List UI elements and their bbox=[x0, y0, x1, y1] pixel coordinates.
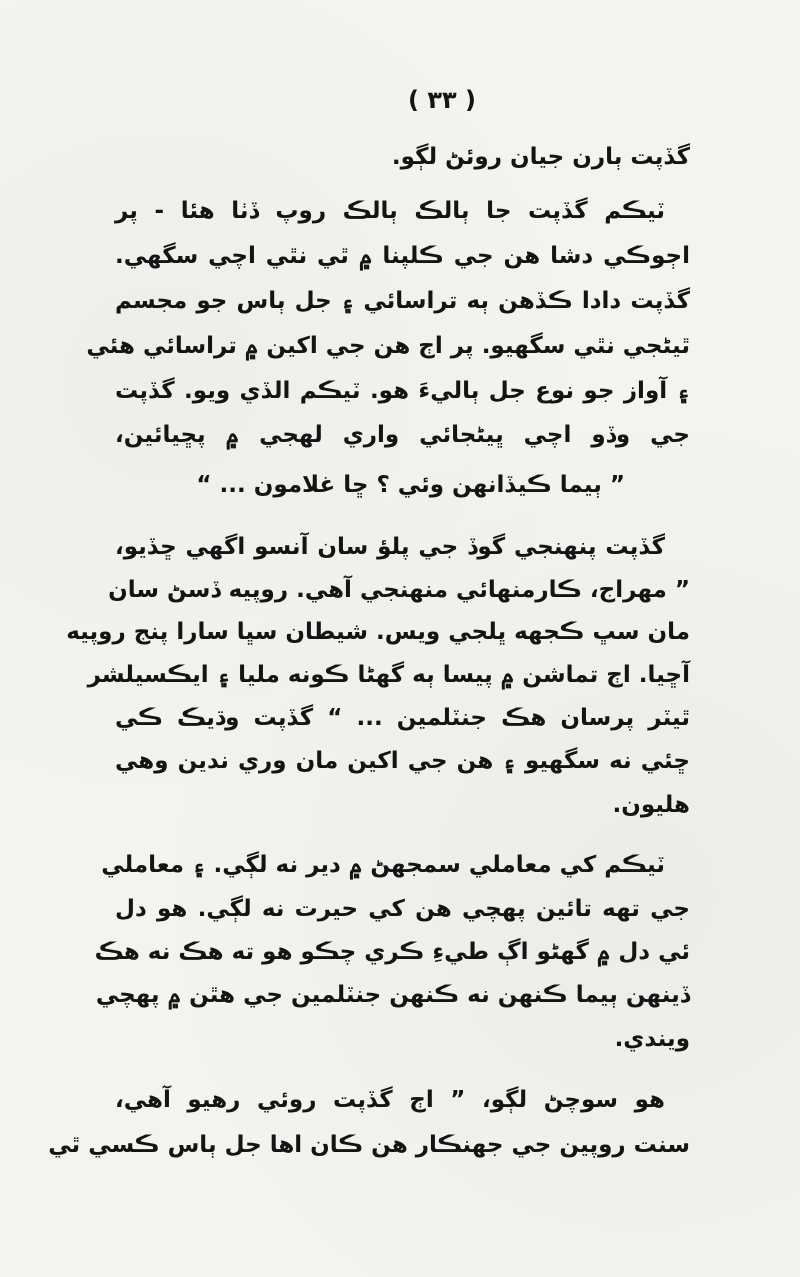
text-line: ڏينهن ٻيما ڪنهن نه ڪنهن جنٽلمين جي هٿن ۾ پهچي bbox=[95, 982, 690, 1008]
text-line: ٽيڪم گڏپت جا ٻالڪ ٻالڪ روپ ڏٺا هئا - پر bbox=[115, 198, 665, 224]
text-line: گڏپت ٻارن جيان روئڻ لڳو. bbox=[391, 144, 690, 170]
text-line: آڇيا. اڄ تماشن ۾ پيسا ٻه گهڻا ڪونه مليا ۽ ايڪسيلشر bbox=[87, 662, 690, 688]
text-line: ۽ آواز جو نوع جل ٻاليءَ هو. ٽيڪم الڏي ويو. گڏپت bbox=[115, 378, 690, 404]
text-line: اڄوڪي دشا هن جي ڪلپنا ۾ ٿي نٿي اچي سگهي. bbox=[115, 243, 690, 269]
page-number: ( ٣٣ ) bbox=[408, 86, 476, 114]
text-line: هليون. bbox=[612, 792, 690, 818]
text-line: ويندي. bbox=[614, 1026, 690, 1052]
text-line: ” مهراج، ڪارمنهائي منهنجي آهي. روپيه ڏسڻ سان bbox=[108, 577, 690, 603]
text-line: ئي دل ۾ گهڻو اڳ طيءِ ڪري چڪو هو ته هڪ نه هڪ bbox=[94, 939, 690, 965]
text-line: ڇئي نه سگهيو ۽ هن جي اکين مان وري ندين وهي bbox=[115, 748, 690, 774]
text-line: ٽيڪم کي معاملي سمجهڻ ۾ دير نه لڳي. ۽ معاملي bbox=[101, 852, 665, 878]
text-line: مان سڀ ڪجهه ڀلجي ويس. شيطان سڀا سارا پنج روپيه bbox=[66, 619, 690, 645]
text-line: گڏپت دادا ڪڏهن ٻه تراسائي ۽ جل ٻاس جو مجسم bbox=[115, 288, 690, 314]
text-line: جي تهه تائين پهچي هن کي حيرت نه لڳي. هو دل bbox=[115, 896, 690, 922]
text-line: هو سوچڻ لڳو، ” اڄ گڏپت روئي رهيو آهي، bbox=[115, 1087, 665, 1113]
text-line: ” ٻيما ڪيڏانهن وئي ؟ ڇا غلامون ... “ bbox=[196, 472, 625, 498]
text-line: ٿيٽر پرسان هڪ جنٽلمين ... “ گڏپت وڌيڪ ڪي bbox=[115, 705, 690, 731]
text-line: سنت روپين جي جهنڪار هن ڪان اها جل ٻاس ڪسي ٿي bbox=[48, 1132, 690, 1158]
text-line: گڏپت پنهنجي گوڏ جي پلؤ سان آنسو اگهي ڇڏيو، bbox=[115, 534, 665, 560]
text-line: ٿيڻجي نٿي سگهيو. پر اڄ هن جي اکين ۾ تراسائي هئي bbox=[86, 333, 690, 359]
text-line: جي وڏو اچي ڀيڻجائي واري لهجي ۾ پڇيائين، bbox=[115, 422, 690, 448]
